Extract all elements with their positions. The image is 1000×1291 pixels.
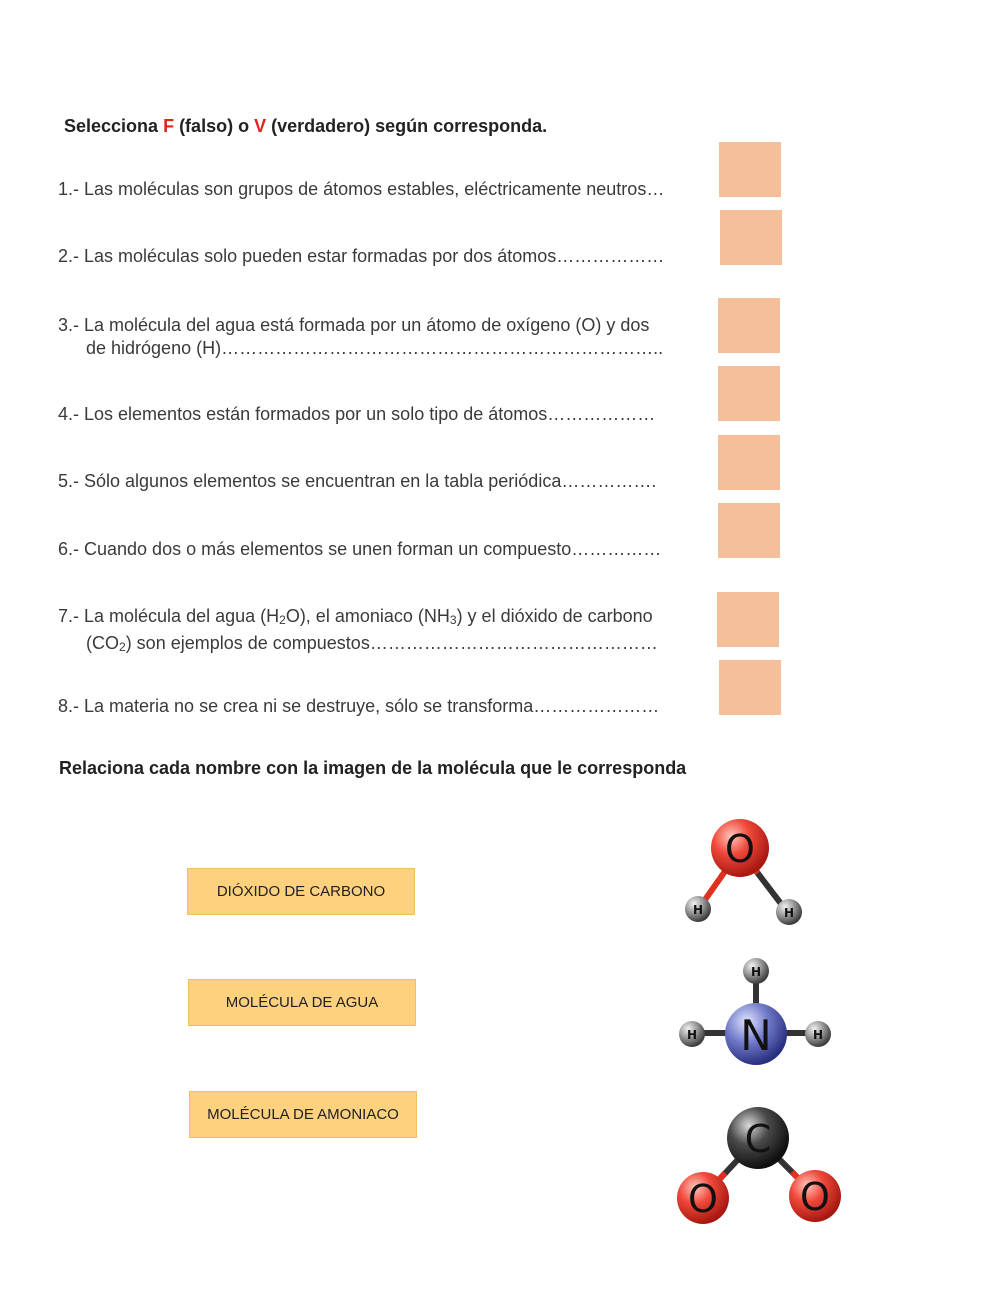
question-7: 7.- La molécula del agua (H2O), el amoniaco (NH3) y el dióxido de carbono (CO2) son ejemplos de compuestos………………………………………… — [58, 606, 658, 654]
question-5: 5.- Sólo algunos elementos se encuentran en la tabla periódica……………. — [58, 471, 657, 491]
ammonia-hydrogen-label-top: H — [750, 965, 762, 979]
molecule-images — [670, 805, 850, 1245]
water-oxygen-label: O — [725, 827, 755, 871]
co2-oxygen-label-left: O — [688, 1177, 718, 1221]
answer-box-6[interactable] — [718, 503, 780, 558]
water-hydrogen-label-left: H — [692, 903, 704, 917]
water-molecule-image[interactable] — [685, 819, 802, 925]
answer-box-5[interactable] — [718, 435, 780, 490]
true-letter: V — [254, 116, 267, 136]
answer-box-3[interactable] — [718, 298, 780, 353]
question-8: 8.- La materia no se crea ni se destruye, sólo se transforma………………… — [58, 696, 660, 716]
answer-box-2[interactable] — [720, 210, 782, 265]
answer-box-4[interactable] — [718, 366, 780, 421]
question-2: 2.- Las moléculas solo pueden estar formadas por dos átomos……………… — [58, 246, 665, 266]
ammonia-hydrogen-label-right: H — [812, 1028, 824, 1042]
instruction-match: Relaciona cada nombre con la imagen de la molécula que le corresponda — [59, 758, 687, 778]
answer-box-8[interactable] — [719, 660, 781, 715]
ammonia-molecule-image[interactable] — [679, 958, 831, 1065]
card-water-molecule[interactable]: MOLÉCULA DE AGUA — [188, 979, 416, 1026]
card-ammonia-molecule[interactable]: MOLÉCULA DE AMONIACO — [189, 1091, 417, 1138]
answer-box-1[interactable] — [719, 142, 781, 197]
question-6: 6.- Cuando dos o más elementos se unen forman un compuesto…………… — [58, 539, 662, 559]
card-carbon-dioxide[interactable]: DIÓXIDO DE CARBONO — [187, 868, 415, 915]
co2-oxygen-label-right: O — [800, 1175, 830, 1219]
question-3: 3.- La molécula del agua está formada por un átomo de oxígeno (O) y dos de hidrógeno (H)……………………………………………………………….. — [58, 315, 664, 358]
co2-carbon-label: C — [744, 1117, 772, 1161]
false-letter: F — [163, 116, 175, 136]
water-hydrogen-label-right: H — [783, 906, 795, 920]
question-4: 4.- Los elementos están formados por un solo tipo de átomos……………… — [58, 404, 656, 424]
co2-molecule-image[interactable] — [677, 1107, 841, 1224]
ammonia-nitrogen-label: N — [740, 1011, 772, 1060]
question-1: 1.- Las moléculas son grupos de átomos estables, eléctricamente neutros… — [58, 179, 665, 199]
answer-box-7[interactable] — [717, 592, 779, 647]
ammonia-hydrogen-label-left: H — [686, 1028, 698, 1042]
instruction-true-false: Selecciona F (falso) o V (verdadero) según corresponda. — [64, 116, 548, 136]
